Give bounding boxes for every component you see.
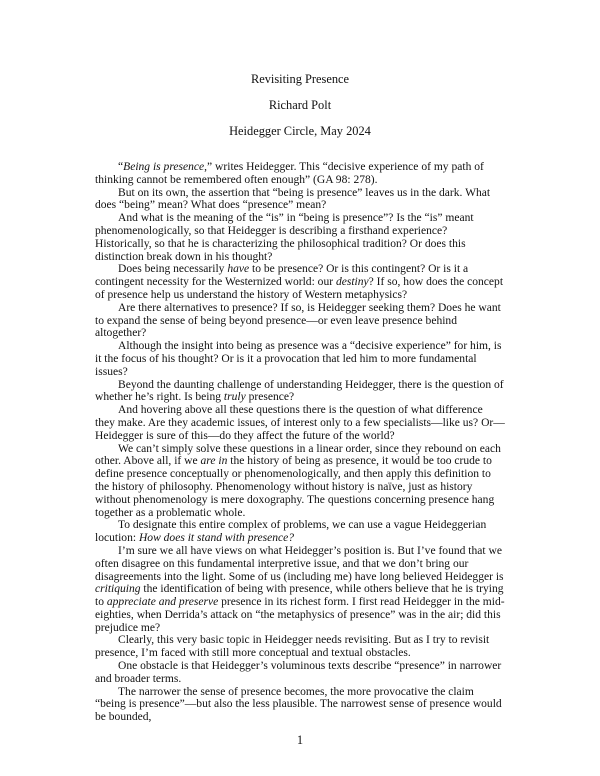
paper-venue: Heidegger Circle, May 2024 (229, 124, 371, 138)
body-paragraph (95, 187, 505, 213)
body-paragraph (95, 212, 505, 263)
body-paragraph (95, 545, 505, 635)
emphasis-text: truly (223, 391, 246, 404)
paragraph-text: We can’t simply solve these questions in a linear order, since they rebound on each other. Above all, if we (95, 442, 501, 468)
emphasis-text: Being is presence (123, 161, 205, 173)
body-text (95, 161, 505, 724)
paragraph-text: I’m sure we all have views on what Heidegger’s position is. But I’ve found that we often disagree on this fundamental interpretive issue, and that we don’t bring our disagreements into the light. Some of us (including me) have long believed Heidegger is (95, 544, 504, 583)
body-paragraph (95, 443, 505, 520)
paragraph-text: Although the insight into being as presence was a “decisive experience” for him, is it the focus of his thought? Or is it a provocation that led him to more fundamental issues? (95, 340, 502, 378)
emphasis-text: have (227, 263, 250, 276)
body-paragraph (95, 340, 505, 378)
paragraph-text: Are there alternatives to presence? If so, is Heidegger seeking them? Does he want to expand the sense of being beyond presence—or even leave presence behind altogether? (95, 301, 501, 340)
body-paragraph (95, 404, 505, 442)
page-number: 1 (296, 733, 304, 747)
emphasis-text: appreciate and preserve (106, 596, 219, 609)
emphasis-text: destiny (335, 276, 369, 289)
paragraph-text: To designate this entire complex of problems, we can use a vague Heideggerian locution: (95, 519, 487, 545)
paragraph-text: the identification of being with presence, while others believe that he is trying to (95, 583, 504, 609)
body-paragraph (95, 660, 505, 686)
paragraph-text: And hovering above all these questions there is the question of what difference they make. Are they academic issues, of interest only to a few specialists—like us? Or—Heidegger is sure of this—do they affect the future of the world? (95, 404, 505, 442)
paragraph-text: Does being necessarily (118, 263, 228, 276)
paragraph-text: And what is the meaning of the “is” in “being is presence”? Is the “is” meant phenomenologically, so that Heidegger is describing a firsthand experience? Historically, so that he is characterizing the philosophical tradition? Or does this distinction break down in his thought? (95, 212, 474, 263)
paragraph-text: The narrower the sense of presence becomes, the more provocative the claim “being is presence”—but also the less plausible. The narrowest sense of presence would be bounded, (95, 685, 502, 724)
paragraph-text: to be presence? Or is this contingent? Or is it a contingent necessity for the Westernized world: our (95, 263, 469, 289)
paragraph-text: presence in its richest form. I first read Heidegger in the mid-eighties, when Derrida’s attack on “the metaphysics of presence” was in the air; did this prejudice me? (95, 596, 505, 634)
body-paragraph (95, 302, 505, 340)
paragraph-text: presence? (245, 391, 295, 404)
body-paragraph (95, 379, 505, 405)
body-paragraph (95, 161, 505, 187)
emphasis-text: How does it stand with presence? (138, 532, 295, 545)
paragraph-text: But on its own, the assertion that “being is presence” leaves us in the dark. What does “being” mean? What does “presence” mean? (95, 186, 491, 212)
paragraph-text: Clearly, this very basic topic in Heidegger needs revisiting. But as I try to revisit presence, I’m faced with still more conceptual and textual obstacles. (95, 634, 490, 660)
paragraph-text: One obstacle is that Heidegger’s voluminous texts describe “presence” in narrower and broader terms. (95, 660, 502, 685)
body-paragraph (95, 634, 505, 660)
emphasis-text: are in (200, 455, 228, 468)
emphasis-text: critiquing (95, 583, 141, 596)
paragraph-text: the history of being as presence, it would be too crude to define presence conceptually or phenomenologically, and then apply this definition to the history of philosophy. Phenomenology without history is naïve, just as history without phenomenology is mere doxography. The questions concerning presence hang together as a problematic whole. (95, 455, 495, 519)
paragraph-text: ,” writes Heidegger. This “decisive experience of my path of thinking cannot be remembered often enough” (GA 98: 278). (95, 161, 484, 186)
body-paragraph (95, 519, 505, 545)
paper-author: Richard Polt (268, 98, 332, 112)
paragraph-text: “ (118, 161, 124, 173)
paragraph-text: Beyond the daunting challenge of understanding Heidegger, there is the question of whether he’s right. Is being (95, 378, 504, 404)
paper-title: Revisiting Presence (250, 72, 350, 86)
paragraph-text: ? If so, how does the concept of presence help us understand the history of Western metaphysics? (95, 276, 504, 301)
body-paragraph (95, 263, 505, 301)
body-paragraph (95, 686, 505, 724)
